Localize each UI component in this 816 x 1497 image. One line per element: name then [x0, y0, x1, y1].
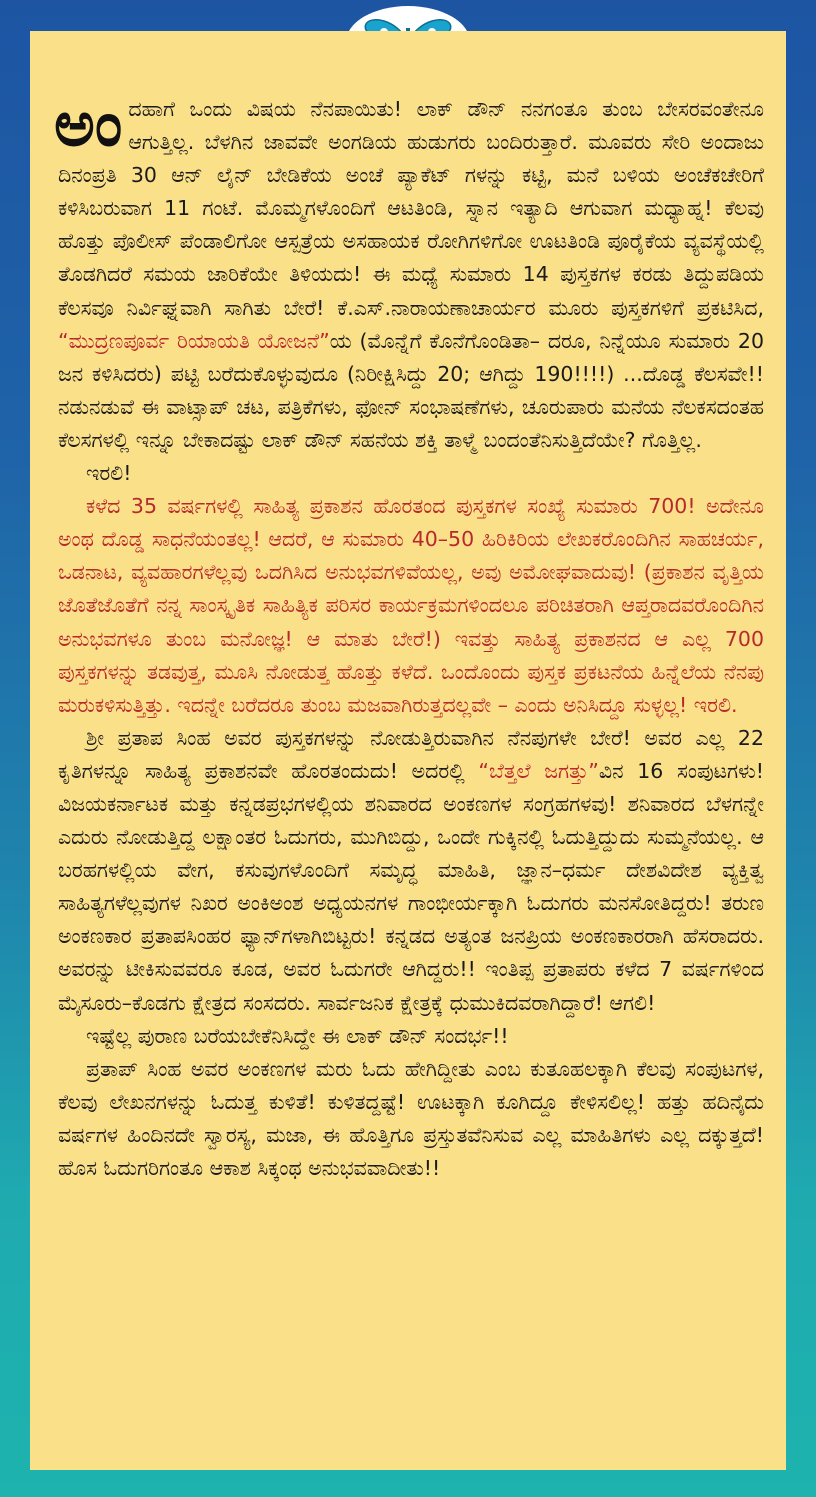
drop-cap: ಅಂ: [54, 87, 123, 160]
paragraph-5: ಇಷ್ಟೆಲ್ಲ ಪುರಾಣ ಬರೆಯಬೇಕೆನಿಸಿದ್ದೇ ಈ ಲಾಕ್ ಡೌನ್ ಸಂದರ್ಭ!!: [86, 1023, 509, 1048]
paragraph-6: ಪ್ರತಾಪ್ ಸಿಂಹ ಅವರ ಅಂಕಣಗಳ ಮರು ಓದು ಹೇಗಿದ್ದೀತು ಎಂಬ ಕುತೂಹಲಕ್ಕಾಗಿ ಕೆಲವು ಸಂಪುಟಗಳ, ಕೆಲವು ಲೇಖನಗಳನ್ನು ಓದುತ್ತ ಕುಳಿತೆ! ಕುಳಿತದ್ದಷ್ಟೆ! ಊಟಕ್ಕಾಗಿ ಕೂಗಿದ್ದೂ ಕೇಳಿಸಲಿಲ್ಲ! ಹತ್ತು ಹದಿನೈದು ವರ್ಷಗಳ ಹಿಂದಿನದೇ ಸ್ವಾರಸ್ಯ, ಮಜಾ, ಈ ಹೊತ್ತಿಗೂ ಪ್ರಸ್ತುತವೆನಿಸುವ ಎಲ್ಲ ಮಾಹಿತಿಗಳು ಎಲ್ಲ ದಕ್ಕುತ್ತದೆ! ಹೊಸ ಓದುಗರಿಗಂತೂ ಆಕಾಶ ಸಿಕ್ಕಂಥ ಅನುಭವವಾದೀತು!!: [58, 1056, 764, 1180]
article-panel: [30, 31, 786, 1470]
paragraph-4-text: ಶ್ರೀ ಪ್ರತಾಪ ಸಿಂಹ ಅವರ ಪುಸ್ತಕಗಳನ್ನು ನೋಡುತ್ತಿರುವಾಗಿನ ನೆನಪುಗಳೇ ಬೇರೆ! ಅವರ ಎಲ್ಲ 22 ಕೃತಿಗಳನ್ನೂ ಸಾಹಿತ್ಯ ಪ್ರಕಾಶನವೇ ಹೊರತಂದುದು! ಅದರಲ್ಲಿ: [58, 725, 764, 783]
scheme-title-highlight: “ಮುದ್ರಣಪೂರ್ವ ರಿಯಾಯತಿ ಯೋಜನೆ”: [58, 328, 330, 353]
book-title-highlight: “ಬೆತ್ತಲೆ ಜಗತ್ತು”: [478, 758, 599, 783]
paragraph-4: [58, 722, 764, 1020]
paragraph-2: ಇರಲಿ!: [86, 461, 132, 486]
paragraph-4-text-cont: ವಿನ 16 ಸಂಪುಟಗಳು! ವಿಜಯಕರ್ನಾಟಕ ಮತ್ತು ಕನ್ನಡಪ್ರಭಗಳಲ್ಲಿಯ ಶನಿವಾರದ ಅಂಕಣಗಳ ಸಂಗ್ರಹಗಳವು! ಶನಿವಾರದ ಬೆಳಗನ್ನೇ ಎದುರು ನೋಡುತ್ತಿದ್ದ ಲಕ್ಷಾಂತರ ಓದುಗರು, ಮುಗಿಬಿದ್ದು, ಒಂದೇ ಗುಕ್ಕಿನಲ್ಲಿ ಓದುತ್ತಿದ್ದುದು ಸುಮ್ಮನೆಯಲ್ಲ. ಆ ಬರಹಗಳಲ್ಲಿಯ ವೇಗ, ಕಸುವುಗಳೊಂದಿಗೆ ಸಮೃದ್ಧ ಮಾಹಿತಿ, ಜ್ಞಾನ–ಧರ್ಮ ದೇಶವಿದೇಶ ವ್ಯಕ್ತಿತ್ವ ಸಾಹಿತ್ಯಗಳೆಲ್ಲವುಗಳ ನಿಖರ ಅಂಕಿಅಂಶ ಅಧ್ಯಯನಗಳ ಗಾಂಭೀರ್ಯಕ್ಕಾಗಿ ಓದುಗರು ಮನಸೋತಿದ್ದರು! ತರುಣ ಅಂಕಣಕಾರ ಪ್ರತಾಪಸಿಂಹರ ಫ್ಯಾನ್‌ಗಳಾಗಿಬಿಟ್ಟರು! ಕನ್ನಡದ ಅತ್ಯಂತ ಜನಪ್ರಿಯ ಅಂಕಣಕಾರರಾಗಿ ಹೆಸರಾದರು. ಅವರನ್ನು ಟೀಕಿಸುವವರೂ ಕೂಡ, ಅವರ ಓದುಗರೇ ಆಗಿದ್ದರು!! ಇಂತಿಪ್ಪ ಪ್ರತಾಪರು ಕಳೆದ 7 ವರ್ಷಗಳಿಂದ ಮೈಸೂರು–ಕೊಡಗು ಕ್ಷೇತ್ರದ ಸಂಸದರು. ಸಾರ್ವಜನಿಕ ಕ್ಷೇತ್ರಕ್ಕೆ ಧುಮುಕಿದವರಾಗಿದ್ದಾರೆ! ಆಗಲಿ!: [58, 758, 764, 1015]
paragraph-1-text-cont: ಯ (ಮೊನ್ನೆಗೆ ಕೊನೆಗೊಂಡಿತಾ– ದರೂ, ನಿನ್ನೆಯೂ ಸುಮಾರು 20 ಜನ ಕಳಿಸಿದರು) ಪಟ್ಟಿ ಬರೆದುಕೊಳ್ಳುವುದೂ (ನಿರೀಕ್ಷಿಸಿದ್ದು 20; ಆಗಿದ್ದು 190!!!!) ...ದೊಡ್ಡ ಕೆಲಸವೇ!! ನಡುನಡುವೆ ಈ ವಾಟ್ಸಾಪ್ ಚಟ, ಪತ್ರಿಕೆಗಳು, ಫೋನ್ ಸಂಭಾಷಣೆಗಳು, ಚೂರುಪಾರು ಮನೆಯ ನೆಲಕಸದಂತಹ ಕೆಲಸಗಳಲ್ಲಿ ಇನ್ನೂ ಬೇಕಾದಷ್ಟು ಲಾಕ್ ಡೌನ್ ಸಹನೆಯ ಶಕ್ತಿ ತಾಳ್ಮೆ ಬಂದಂತೆನಿಸುತ್ತಿದೆಯೇ? ಗೊತ್ತಿಲ್ಲ.: [58, 328, 764, 452]
paragraph-3: ಕಳೆದ 35 ವರ್ಷಗಳಲ್ಲಿ ಸಾಹಿತ್ಯ ಪ್ರಕಾಶನ ಹೊರತಂದ ಪುಸ್ತಕಗಳ ಸಂಖ್ಯೆ ಸುಮಾರು 700! ಅದೇನೂ ಅಂಥ ದೊಡ್ಡ ಸಾಧನೆಯಂತಲ್ಲ! ಆದರೆ, ಆ ಸುಮಾರು 40–50 ಹಿರಿಕಿರಿಯ ಲೇಖಕರೊಂದಿಗಿನ ಸಾಹಚರ್ಯ, ಒಡನಾಟ, ವ್ಯವಹಾರಗಳೆಲ್ಲವು ಒದಗಿಸಿದ ಅನುಭವಗಳಿವೆಯಲ್ಲ, ಅವು ಅಮೋಘವಾದುವು! (ಪ್ರಕಾಶನ ವೃತ್ತಿಯ ಜೊತೆಜೊತೆಗೆ ನನ್ನ ಸಾಂಸ್ಕೃತಿಕ ಸಾಹಿತ್ಯಿಕ ಪರಿಸರ ಕಾರ್ಯಕ್ರಮಗಳಿಂದಲೂ ಪರಿಚಿತರಾಗಿ ಆಪ್ತರಾದವರೊಂದಿಗಿನ ಅನುಭವಗಳೂ ತುಂಬ ಮನೋಜ್ಞ! ಆ ಮಾತು ಬೇರೆ!) ಇವತ್ತು ಸಾಹಿತ್ಯ ಪ್ರಕಾಶನದ ಆ ಎಲ್ಲ 700 ಪುಸ್ತಕಗಳನ್ನು ತಡವುತ್ತ, ಮೂಸಿ ನೋಡುತ್ತ ಹೊತ್ತು ಕಳೆದೆ. ಒಂದೊಂದು ಪುಸ್ತಕ ಪ್ರಕಟನೆಯ ಹಿನ್ನೆಲೆಯ ನೆನಪು ಮರುಕಳಿಸುತ್ತಿತ್ತು. ಇದನ್ನೇ ಬರೆದರೂ ತುಂಬ ಮಜವಾಗಿರುತ್ತದಲ್ಲವೇ – ಎಂದು ಅನಿಸಿದ್ದೂ ಸುಳ್ಳಲ್ಲ! ಇರಲಿ.: [58, 494, 764, 717]
paragraph-1: [54, 87, 764, 457]
paragraph-1-text: ದಹಾಗೆ ಒಂದು ವಿಷಯ ನೆನಪಾಯಿತು! ಲಾಕ್ ಡೌನ್ ನನಗಂತೂ ತುಂಬ ಬೇಸರವಂತೇನೂ ಆಗುತ್ತಿಲ್ಲ. ಬೆಳಗಿನ ಜಾವವೇ ಅಂಗಡಿಯ ಹುಡುಗರು ಬಂದಿರುತ್ತಾರೆ. ಮೂವರು ಸೇರಿ ಅಂದಾಜು ದಿನಂಪ್ರತಿ 30 ಆನ್ ಲೈನ್ ಬೇಡಿಕೆಯ ಅಂಚೆ ಪ್ಯಾಕೆಟ್ ಗಳನ್ನು ಕಟ್ಟಿ, ಮನೆ ಬಳಿಯ ಅಂಚೆಕಚೇರಿಗೆ ಕಳಿಸಿಬರುವಾಗ 11 ಗಂಟೆ. ಮೊಮ್ಮಗಳೊಂದಿಗೆ ಆಟತಿಂಡಿ, ಸ್ನಾನ ಇತ್ಯಾದಿ ಆಗುವಾಗ ಮಧ್ಯಾಹ್ನ! ಕೆಲವು ಹೊತ್ತು ಪೊಲೀಸ್ ಪೆಂಡಾಲಿಗೋ ಆಸ್ಪತ್ರೆಯ ಅಸಹಾಯಕ ರೋಗಿಗಳಿಗೋ ಊಟತಿಂಡಿ ಪೂರೈಕೆಯ ವ್ಯವಸ್ಥೆಯಲ್ಲಿ ತೊಡಗಿದರೆ ಸಮಯ ಜಾರಿಕೆಯೇ ತಿಳಿಯದು! ಈ ಮಧ್ಯೆ ಸುಮಾರು 14 ಪುಸ್ತಕಗಳ ಕರಡು ತಿದ್ದುಪಡಿಯ ಕೆಲಸವೂ ನಿರ್ವಿಘ್ನವಾಗಿ ಸಾಗಿತು ಬೇರೆ! ಕೆ.ಎಸ್.ನಾರಾಯಣಾಚಾರ್ಯರ ಮೂರು ಪುಸ್ತಕಗಳಿಗೆ ಪ್ರಕಟಿಸಿದ,: [58, 97, 764, 320]
